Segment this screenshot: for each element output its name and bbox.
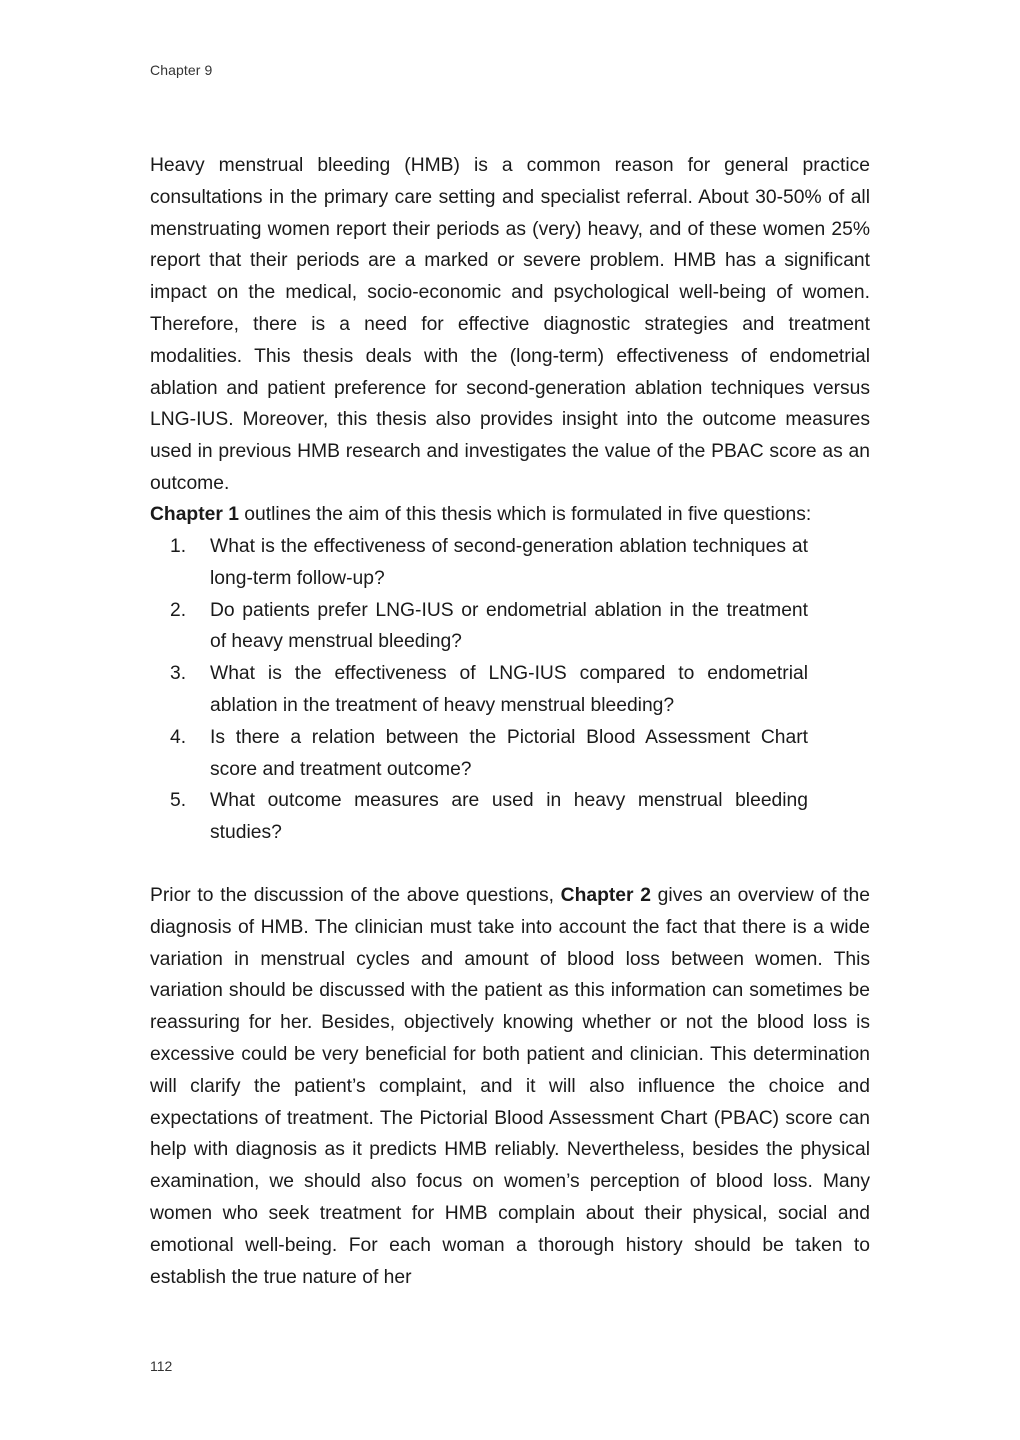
chapter2-label: Chapter 2 [560, 885, 651, 906]
chapter1-intro-paragraph [150, 499, 870, 531]
list-item [170, 658, 808, 722]
list-item-text: What outcome measures are used in heavy menstrual bleeding studies? [210, 790, 808, 844]
list-item [170, 722, 808, 786]
list-item-number: 4. [170, 726, 187, 748]
list-item-text: What is the effectiveness of second-generation ablation techniques at long-term follow-up? [210, 536, 808, 589]
intro-paragraph: Heavy menstrual bleeding (HMB) is a common reason for general practice consultations in the primary care setting and specialist referral. About 30-50% of all menstruating women report their periods as (very) heavy, and of these women 25% report that their periods are a marked or severe problem. HMB has a significant impact on the medical, socio-economic and psychological well-being of women. Therefore, there is a need for effective diagnostic strategies and treatment modalities. This thesis deals with the (long-term) effectiveness of endometrial ablation and patient preference for second-generation ablation techniques versus LNG-IUS. Moreover, this thesis also provides insight into the outcome measures used in previous HMB research and investigates the value of the PBAC score as an outcome. [150, 155, 870, 494]
list-item [170, 531, 808, 595]
chapter2-text-after: gives an overview of the diagnosis of HMB. The clinician must take into account the fact that there is a wide variation in menstrual cycles and amount of blood loss between women. This variation should be discussed with the patient as this information can sometimes be reassuring for her. Besides, objectively knowing whether or not the blood loss is excessive could be very beneficial for both patient and clinician. This determination will clarify the patient’s complaint, and it will also influence the choice and expectations of treatment. The Pictorial Blood Assessment Chart (PBAC) score can help with diagnosis as it predicts HMB reliably. Nevertheless, besides the physical examination, we should also focus on women’s perception of blood loss. Many women who seek treatment for HMB complain about their physical, social and emotional well-being. For each woman a thorough history should be taken to establish the true nature of her [150, 885, 870, 1288]
list-item [170, 595, 808, 659]
list-item-number: 2. [170, 599, 187, 621]
question-list [170, 531, 808, 849]
list-item [170, 785, 808, 849]
chapter2-text-before: Prior to the discussion of the above questions, [150, 885, 561, 906]
list-item-text: Is there a relation between the Pictorial Blood Assessment Chart score and treatment outcome? [210, 726, 808, 780]
list-item-text: Do patients prefer LNG-IUS or endometrial ablation in the treatment of heavy menstrual bleeding? [210, 599, 808, 653]
page-number: 112 [150, 1358, 173, 1374]
chapter2-paragraph [150, 880, 870, 1293]
list-item-number: 3. [170, 663, 187, 685]
list-item-number: 1. [170, 536, 187, 557]
list-item-text: What is the effectiveness of LNG-IUS compared to endometrial ablation in the treatment of heavy menstrual bleeding? [210, 663, 808, 716]
list-item-number: 5. [170, 790, 187, 812]
chapter1-intro-text: outlines the aim of this thesis which is formulated in five questions: [238, 504, 812, 525]
running-head: Chapter 9 [150, 62, 213, 78]
chapter1-label: Chapter 1 [150, 504, 239, 525]
